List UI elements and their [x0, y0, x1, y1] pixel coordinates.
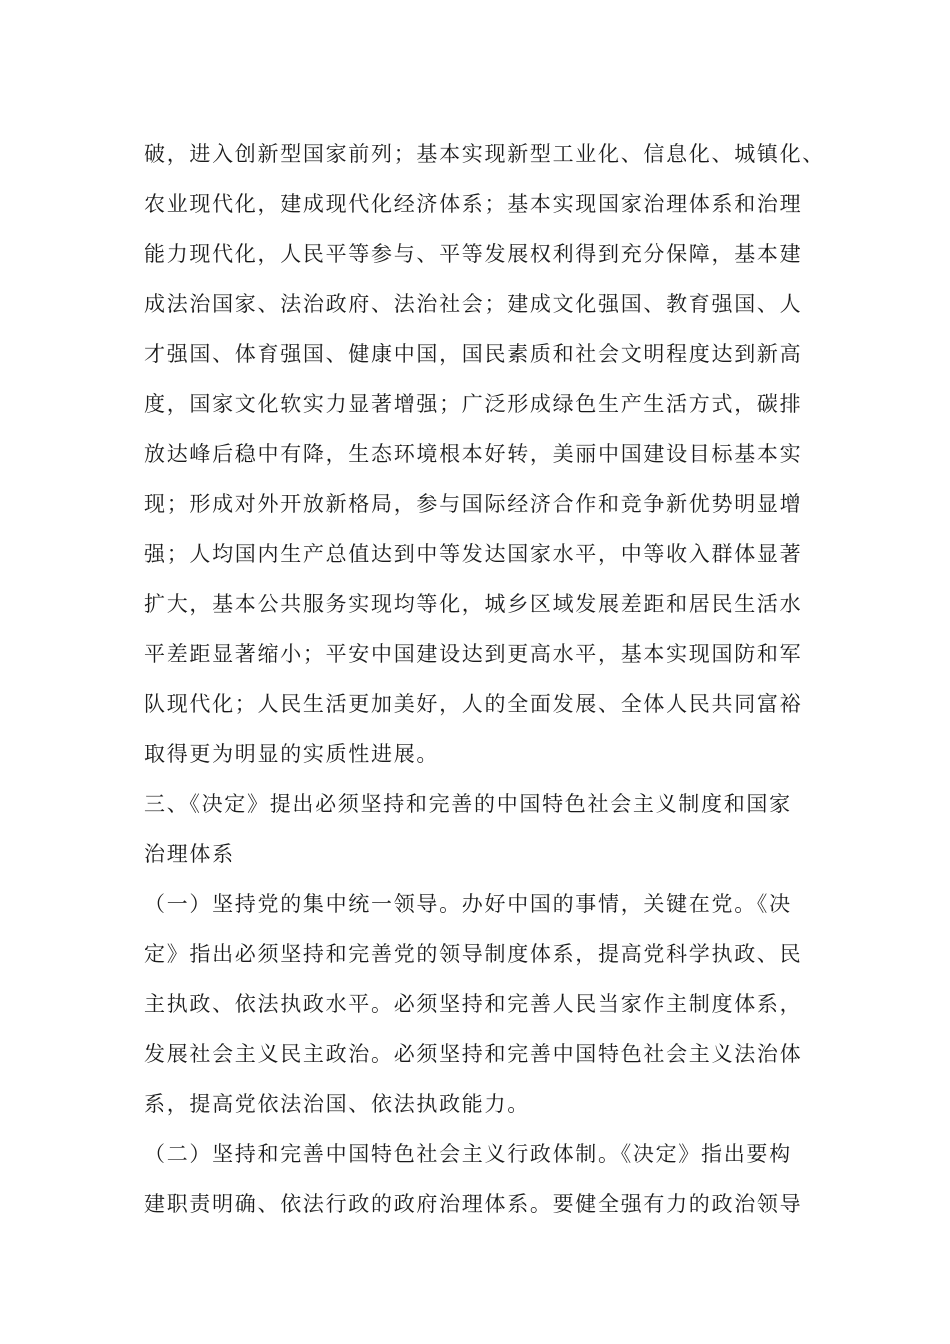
- text-line: 平差距显著缩小；平安中国建设达到更高水平，基本实现国防和军: [144, 642, 803, 666]
- text-line: 扩大，基本公共服务实现均等化，城乡区域发展差距和居民生活水: [144, 592, 803, 616]
- text-line: 建职责明确、依法行政的政府治理体系。要健全强有力的政治领导: [144, 1192, 803, 1216]
- body-text: [144, 129, 844, 1229]
- text-line: 队现代化；人民生活更加美好，人的全面发展、全体人民共同富裕: [144, 692, 803, 716]
- section-heading-line: 治理体系: [144, 842, 235, 866]
- text-line: 定》指出必须坚持和完善党的领导制度体系，提高党科学执政、民: [144, 942, 803, 966]
- text-line: 系，提高党依法治国、依法执政能力。: [144, 1092, 530, 1116]
- text-line: 农业现代化，建成现代化经济体系；基本实现国家治理体系和治理: [144, 192, 803, 216]
- text-line: 成法治国家、法治政府、法治社会；建成文化强国、教育强国、人: [144, 292, 803, 316]
- text-line: 现；形成对外开放新格局，参与国际经济合作和竞争新优势明显增: [144, 492, 803, 516]
- text-line: 放达峰后稳中有降，生态环境根本好转，美丽中国建设目标基本实: [144, 442, 803, 466]
- text-line: 强；人均国内生产总值达到中等发达国家水平，中等收入群体显著: [144, 542, 803, 566]
- text-line: 破，进入创新型国家前列；基本实现新型工业化、信息化、城镇化、: [144, 142, 825, 166]
- text-line: （二）坚持和完善中国特色社会主义行政体制。《决定》指出要构: [144, 1142, 792, 1166]
- text-line: 主执政、依法执政水平。必须坚持和完善人民当家作主制度体系，: [144, 992, 803, 1016]
- text-line: 能力现代化，人民平等参与、平等发展权利得到充分保障，基本建: [144, 242, 803, 266]
- text-line: 取得更为明显的实质性进展。: [144, 742, 440, 766]
- text-line: 发展社会主义民主政治。必须坚持和完善中国特色社会主义法治体: [144, 1042, 803, 1066]
- text-line: 度，国家文化软实力显著增强；广泛形成绿色生产生活方式，碳排: [144, 392, 803, 416]
- text-line: 才强国、体育强国、健康中国，国民素质和社会文明程度达到新高: [144, 342, 803, 366]
- text-line: （一）坚持党的集中统一领导。办好中国的事情，关键在党。《决: [144, 892, 792, 916]
- section-heading-line: 三、《决定》提出必须坚持和完善的中国特色社会主义制度和国家: [144, 792, 792, 816]
